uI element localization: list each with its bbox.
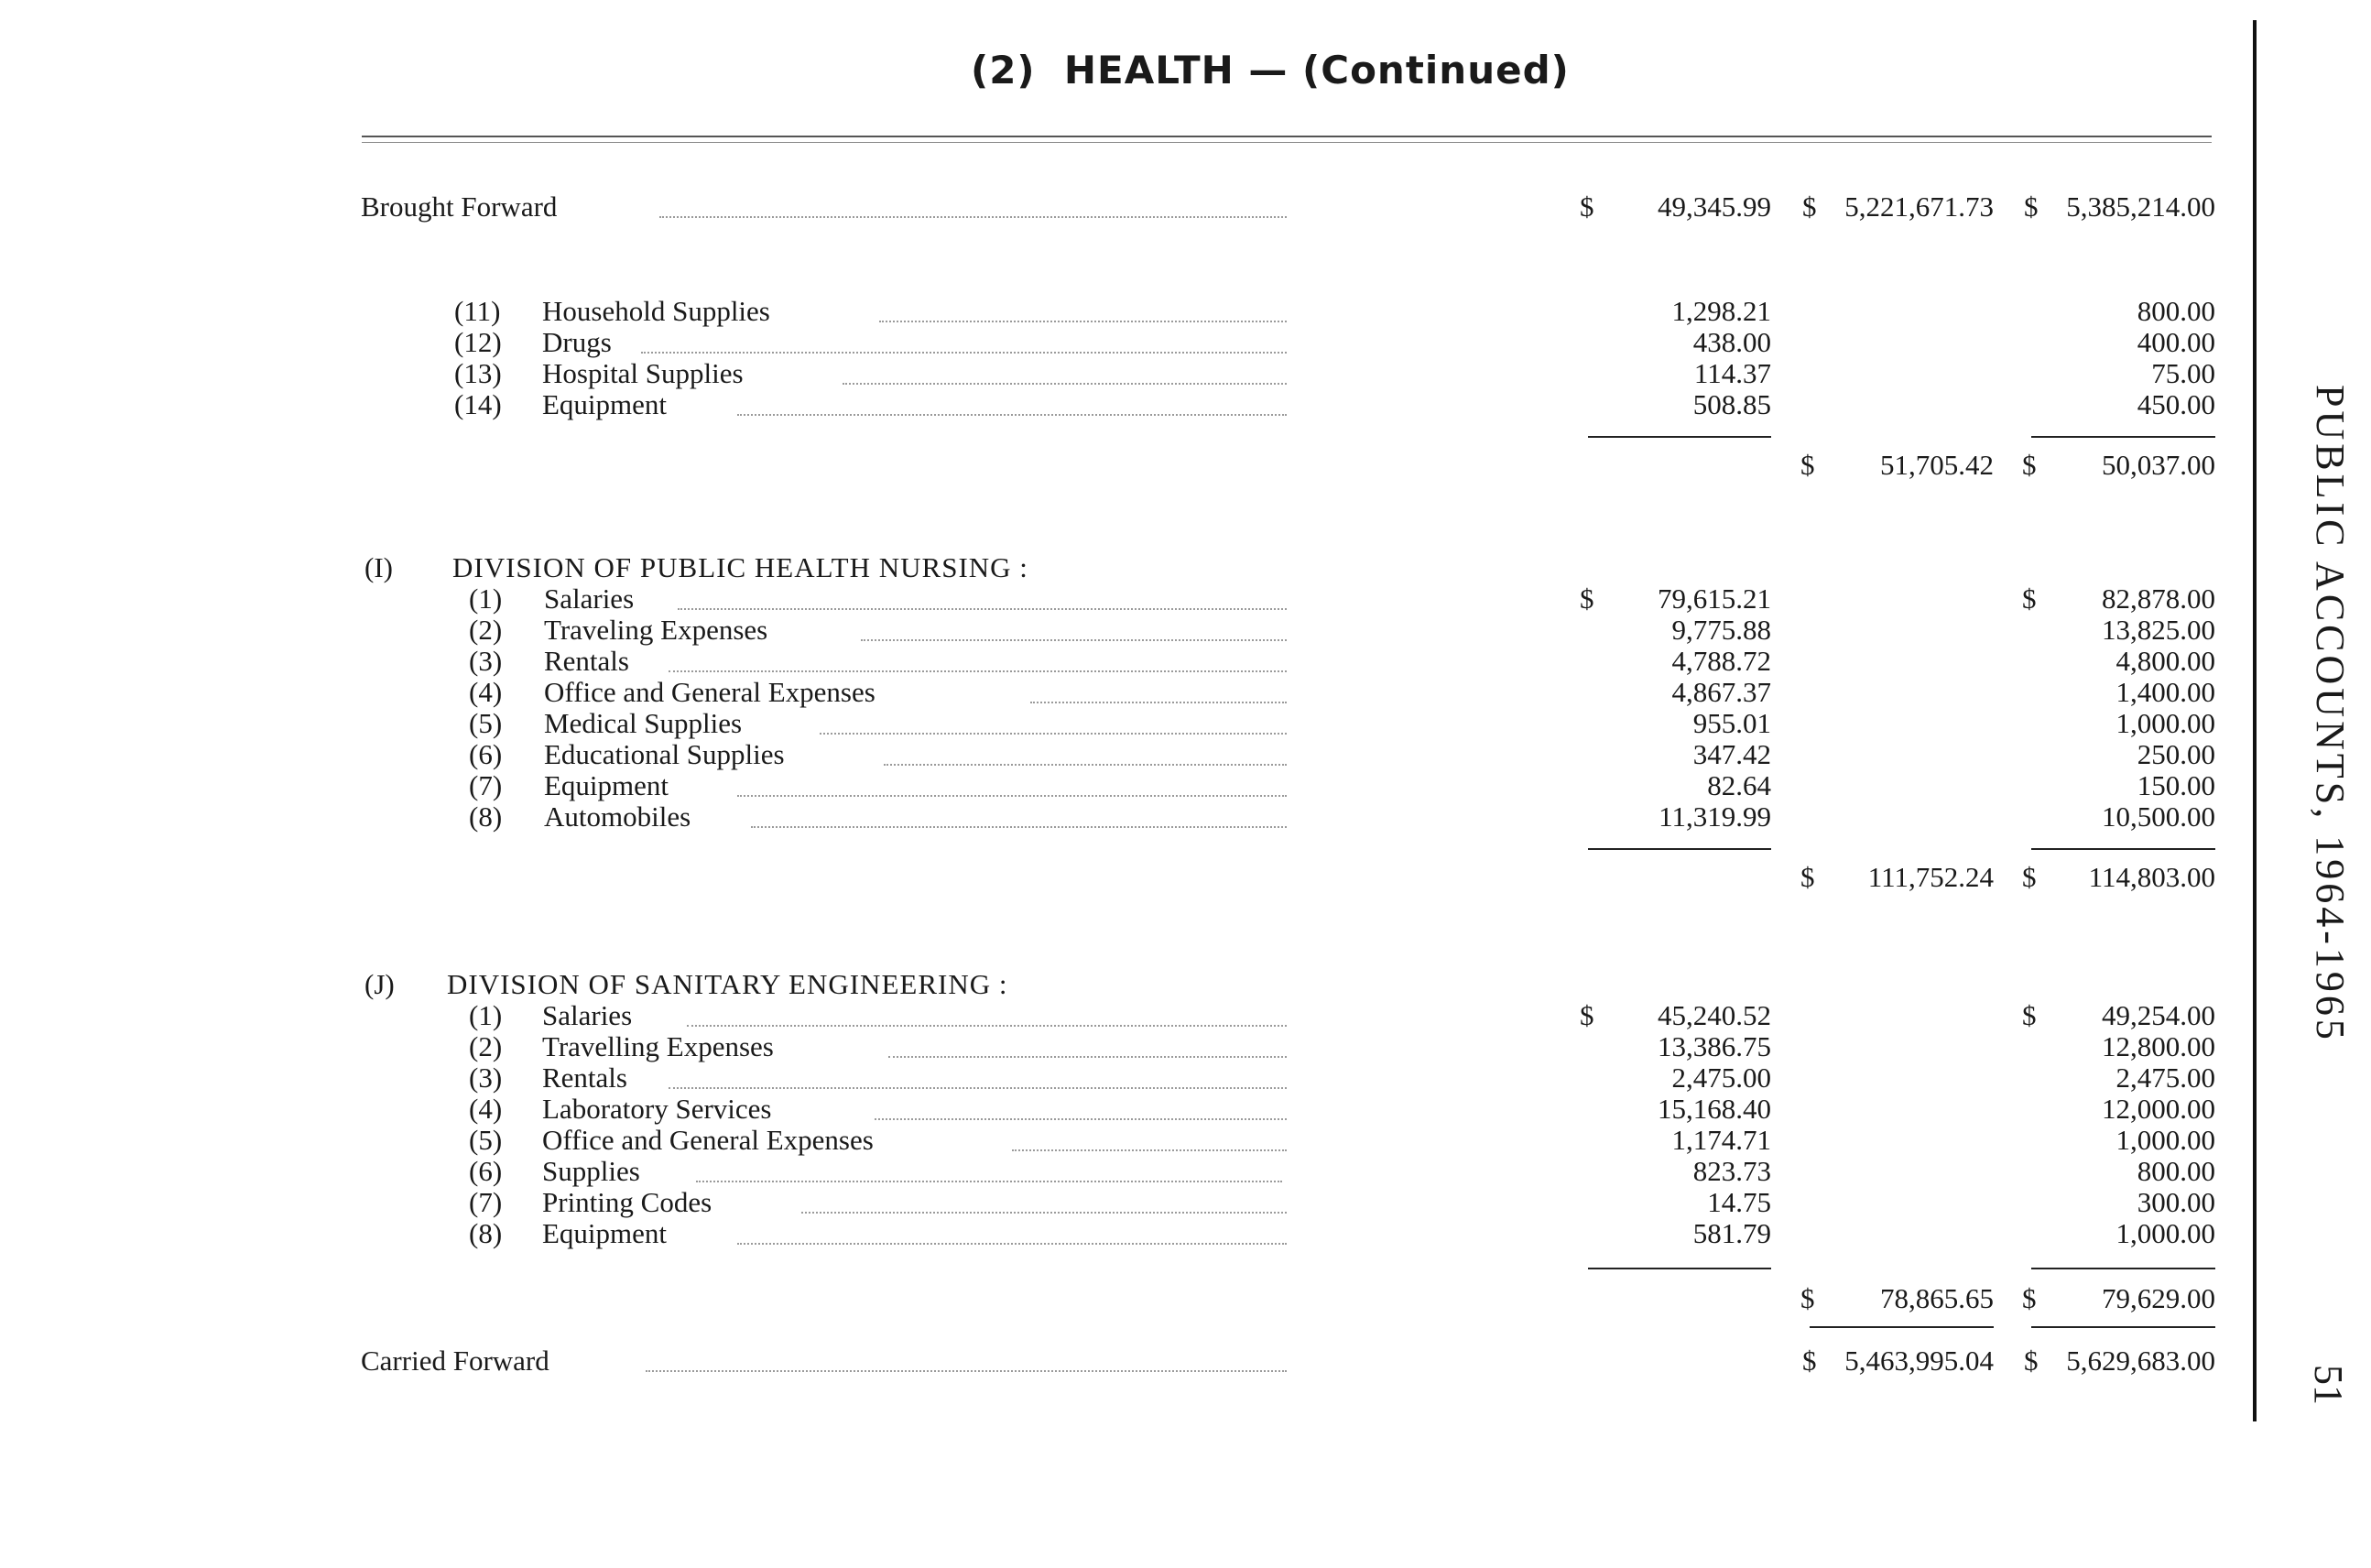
item-estimate: 800.00	[2137, 1155, 2215, 1187]
item-amount: 15,168.40	[1658, 1093, 1771, 1125]
currency-symbol: $	[1580, 999, 1594, 1031]
item-number: (7)	[469, 1186, 503, 1218]
item-estimate: 250.00	[2137, 738, 2215, 770]
line-item	[0, 645, 2371, 678]
dot-leader	[884, 762, 1287, 766]
line-item	[0, 707, 2371, 740]
item-estimate: 1,000.00	[2115, 707, 2215, 739]
dot-leader	[659, 214, 1287, 218]
item-amount: 508.85	[1692, 388, 1771, 420]
brought-forward-col1: 49,345.99	[1658, 191, 1771, 223]
division-heading	[0, 551, 2371, 584]
item-number: (6)	[469, 738, 503, 770]
line-item	[0, 614, 2371, 647]
line-item	[0, 1217, 2371, 1250]
item-amount: 9,775.88	[1671, 614, 1771, 646]
item-estimate: 10,500.00	[2102, 800, 2215, 833]
item-amount: 14.75	[1707, 1186, 1771, 1218]
line-item	[0, 326, 2371, 359]
running-head: PUBLIC ACCOUNTS, 1964-1965	[2308, 385, 2353, 1043]
dot-leader	[820, 731, 1287, 735]
dot-leader	[751, 824, 1287, 828]
item-amount: 45,240.52	[1658, 999, 1771, 1031]
item-label: Medical Supplies	[544, 707, 743, 739]
item-estimate: 12,000.00	[2102, 1093, 2215, 1125]
dot-leader	[669, 1085, 1287, 1089]
item-amount: 13,386.75	[1658, 1030, 1771, 1062]
dot-leader	[641, 350, 1287, 354]
item-label: Household Supplies	[542, 295, 770, 327]
item-label: Printing Codes	[542, 1186, 712, 1218]
currency-symbol: $	[2022, 1282, 2037, 1314]
dot-leader	[879, 319, 1287, 322]
division-total-row	[0, 1282, 2371, 1315]
item-label: Equipment	[542, 1217, 668, 1249]
division-total: 111,752.24	[1867, 861, 1994, 893]
item-amount: 2,475.00	[1671, 1062, 1771, 1094]
dot-leader	[861, 637, 1287, 641]
item-label: Supplies	[542, 1155, 640, 1187]
brought-forward-row	[0, 191, 2371, 223]
item-label: Office and General Expenses	[542, 1124, 874, 1156]
dot-leader	[737, 793, 1287, 797]
item-number: (2)	[469, 614, 503, 646]
item-label: Office and General Expenses	[544, 676, 876, 708]
dot-leader	[1030, 700, 1287, 703]
item-amount: 11,319.99	[1659, 800, 1771, 833]
dot-leader	[696, 1179, 1282, 1182]
item-amount: 823.73	[1692, 1155, 1771, 1187]
item-label: Travelling Expenses	[542, 1030, 774, 1062]
item-number: (5)	[469, 707, 503, 739]
item-estimate: 300.00	[2137, 1186, 2215, 1218]
item-label: Educational Supplies	[544, 738, 785, 770]
dot-leader	[888, 1054, 1287, 1058]
dot-leader	[843, 381, 1287, 385]
item-estimate: 400.00	[2137, 326, 2215, 358]
dot-leader	[646, 1368, 1287, 1372]
subtotal-rule	[2031, 848, 2215, 850]
division-heading	[0, 968, 2371, 1001]
dot-leader	[737, 412, 1287, 416]
currency-symbol: $	[1580, 583, 1594, 615]
dot-leader	[687, 1023, 1287, 1027]
item-label: Equipment	[542, 388, 668, 420]
item-number: (6)	[469, 1155, 503, 1187]
division-total: 78,865.65	[1880, 1282, 1994, 1314]
item-estimate: 1,000.00	[2115, 1124, 2215, 1156]
currency-symbol: $	[1802, 191, 1817, 223]
line-item	[0, 357, 2371, 390]
subtotal-row	[0, 449, 2371, 482]
subtotal-rule	[2031, 436, 2215, 438]
division-title: DIVISION OF PUBLIC HEALTH NURSING :	[452, 551, 1028, 583]
line-item	[0, 388, 2371, 421]
item-number: (11)	[454, 295, 501, 327]
dot-leader	[875, 1116, 1287, 1120]
line-item	[0, 295, 2371, 328]
division-total-row	[0, 861, 2371, 894]
item-number: (1)	[469, 583, 503, 615]
dot-leader	[678, 606, 1287, 610]
item-label: Traveling Expenses	[544, 614, 768, 646]
currency-symbol: $	[1800, 861, 1815, 893]
line-item	[0, 738, 2371, 771]
item-number: (4)	[469, 1093, 503, 1125]
division-total-estimate: 79,629.00	[2102, 1282, 2215, 1314]
brought-forward-col2: 5,221,671.73	[1844, 191, 1994, 223]
item-label: Rentals	[544, 645, 629, 677]
page-title: (2) HEALTH — (Continued)	[971, 48, 1570, 93]
item-estimate: 1,000.00	[2115, 1217, 2215, 1249]
currency-symbol: $	[1802, 1345, 1817, 1377]
item-amount: 438.00	[1692, 326, 1771, 358]
currency-symbol: $	[2022, 861, 2037, 893]
subtotal-rule	[1588, 848, 1771, 850]
carried-forward-col2: 5,463,995.04	[1844, 1345, 1994, 1377]
item-amount: 581.79	[1692, 1217, 1771, 1249]
item-estimate: 450.00	[2137, 388, 2215, 420]
item-estimate: 4,800.00	[2115, 645, 2215, 677]
line-item	[0, 1030, 2371, 1063]
item-number: (13)	[454, 357, 502, 389]
line-item	[0, 1155, 2371, 1188]
line-item	[0, 999, 2371, 1032]
item-label: Salaries	[544, 583, 635, 615]
dot-leader	[669, 669, 1287, 672]
item-estimate: 49,254.00	[2102, 999, 2215, 1031]
carried-forward-row	[0, 1345, 2371, 1377]
currency-symbol: $	[2024, 191, 2039, 223]
item-label: Automobiles	[544, 800, 691, 833]
item-amount: 1,298.21	[1671, 295, 1771, 327]
subtotal-rule	[1588, 436, 1771, 438]
item-estimate: 800.00	[2137, 295, 2215, 327]
subtotal-estimate: 50,037.00	[2102, 449, 2215, 481]
item-label: Hospital Supplies	[542, 357, 744, 389]
item-number: (5)	[469, 1124, 503, 1156]
item-number: (1)	[469, 999, 503, 1031]
item-estimate: 12,800.00	[2102, 1030, 2215, 1062]
item-label: Drugs	[542, 326, 612, 358]
dot-leader	[801, 1210, 1287, 1214]
item-label: Salaries	[542, 999, 633, 1031]
line-item	[0, 1124, 2371, 1157]
item-estimate: 75.00	[2151, 357, 2215, 389]
line-item	[0, 1062, 2371, 1094]
currency-symbol: $	[1800, 1282, 1815, 1314]
item-amount: 4,867.37	[1671, 676, 1771, 708]
item-estimate: 13,825.00	[2102, 614, 2215, 646]
line-item	[0, 1093, 2371, 1126]
item-label: Laboratory Services	[542, 1093, 772, 1125]
currency-symbol: $	[1580, 191, 1594, 223]
item-number: (8)	[469, 800, 503, 833]
item-amount: 114.37	[1693, 357, 1771, 389]
line-item	[0, 583, 2371, 615]
item-number: (8)	[469, 1217, 503, 1249]
item-amount: 955.01	[1692, 707, 1771, 739]
currency-symbol: $	[1800, 449, 1815, 481]
brought-forward-col3: 5,385,214.00	[2066, 191, 2215, 223]
item-amount: 79,615.21	[1658, 583, 1771, 615]
item-estimate: 2,475.00	[2115, 1062, 2215, 1094]
item-number: (4)	[469, 676, 503, 708]
item-estimate: 1,400.00	[2115, 676, 2215, 708]
item-amount: 82.64	[1707, 769, 1771, 801]
header-rule	[362, 136, 2212, 143]
brought-forward-label: Brought Forward	[361, 191, 558, 223]
item-number: (14)	[454, 388, 502, 420]
subtotal-amount: 51,705.42	[1880, 449, 1994, 481]
line-item	[0, 1186, 2371, 1219]
item-estimate: 150.00	[2137, 769, 2215, 801]
subtotal-rule	[2031, 1268, 2215, 1269]
currency-symbol: $	[2022, 583, 2037, 615]
division-letter: (J)	[364, 968, 395, 1000]
item-amount: 1,174.71	[1671, 1124, 1771, 1156]
currency-symbol: $	[2024, 1345, 2039, 1377]
item-amount: 4,788.72	[1671, 645, 1771, 677]
dot-leader	[1012, 1148, 1287, 1151]
subtotal-rule	[1588, 1268, 1771, 1269]
division-title: DIVISION OF SANITARY ENGINEERING :	[447, 968, 1008, 1000]
item-label: Rentals	[542, 1062, 627, 1094]
currency-symbol: $	[2022, 999, 2037, 1031]
item-number: (3)	[469, 645, 503, 677]
item-number: (12)	[454, 326, 502, 358]
line-item	[0, 676, 2371, 709]
carried-forward-label: Carried Forward	[361, 1345, 549, 1377]
item-number: (7)	[469, 769, 503, 801]
line-item	[0, 800, 2371, 833]
item-number: (3)	[469, 1062, 503, 1094]
page-number: 51	[2306, 1365, 2351, 1405]
line-item	[0, 769, 2371, 802]
item-estimate: 82,878.00	[2102, 583, 2215, 615]
total-rule	[2031, 1326, 2215, 1328]
carried-forward-col3: 5,629,683.00	[2066, 1345, 2215, 1377]
currency-symbol: $	[2022, 449, 2037, 481]
division-total-estimate: 114,803.00	[2088, 861, 2215, 893]
item-amount: 347.42	[1692, 738, 1771, 770]
item-number: (2)	[469, 1030, 503, 1062]
division-letter: (I)	[364, 551, 393, 583]
dot-leader	[737, 1241, 1287, 1245]
item-label: Equipment	[544, 769, 669, 801]
total-rule	[1810, 1326, 1994, 1328]
